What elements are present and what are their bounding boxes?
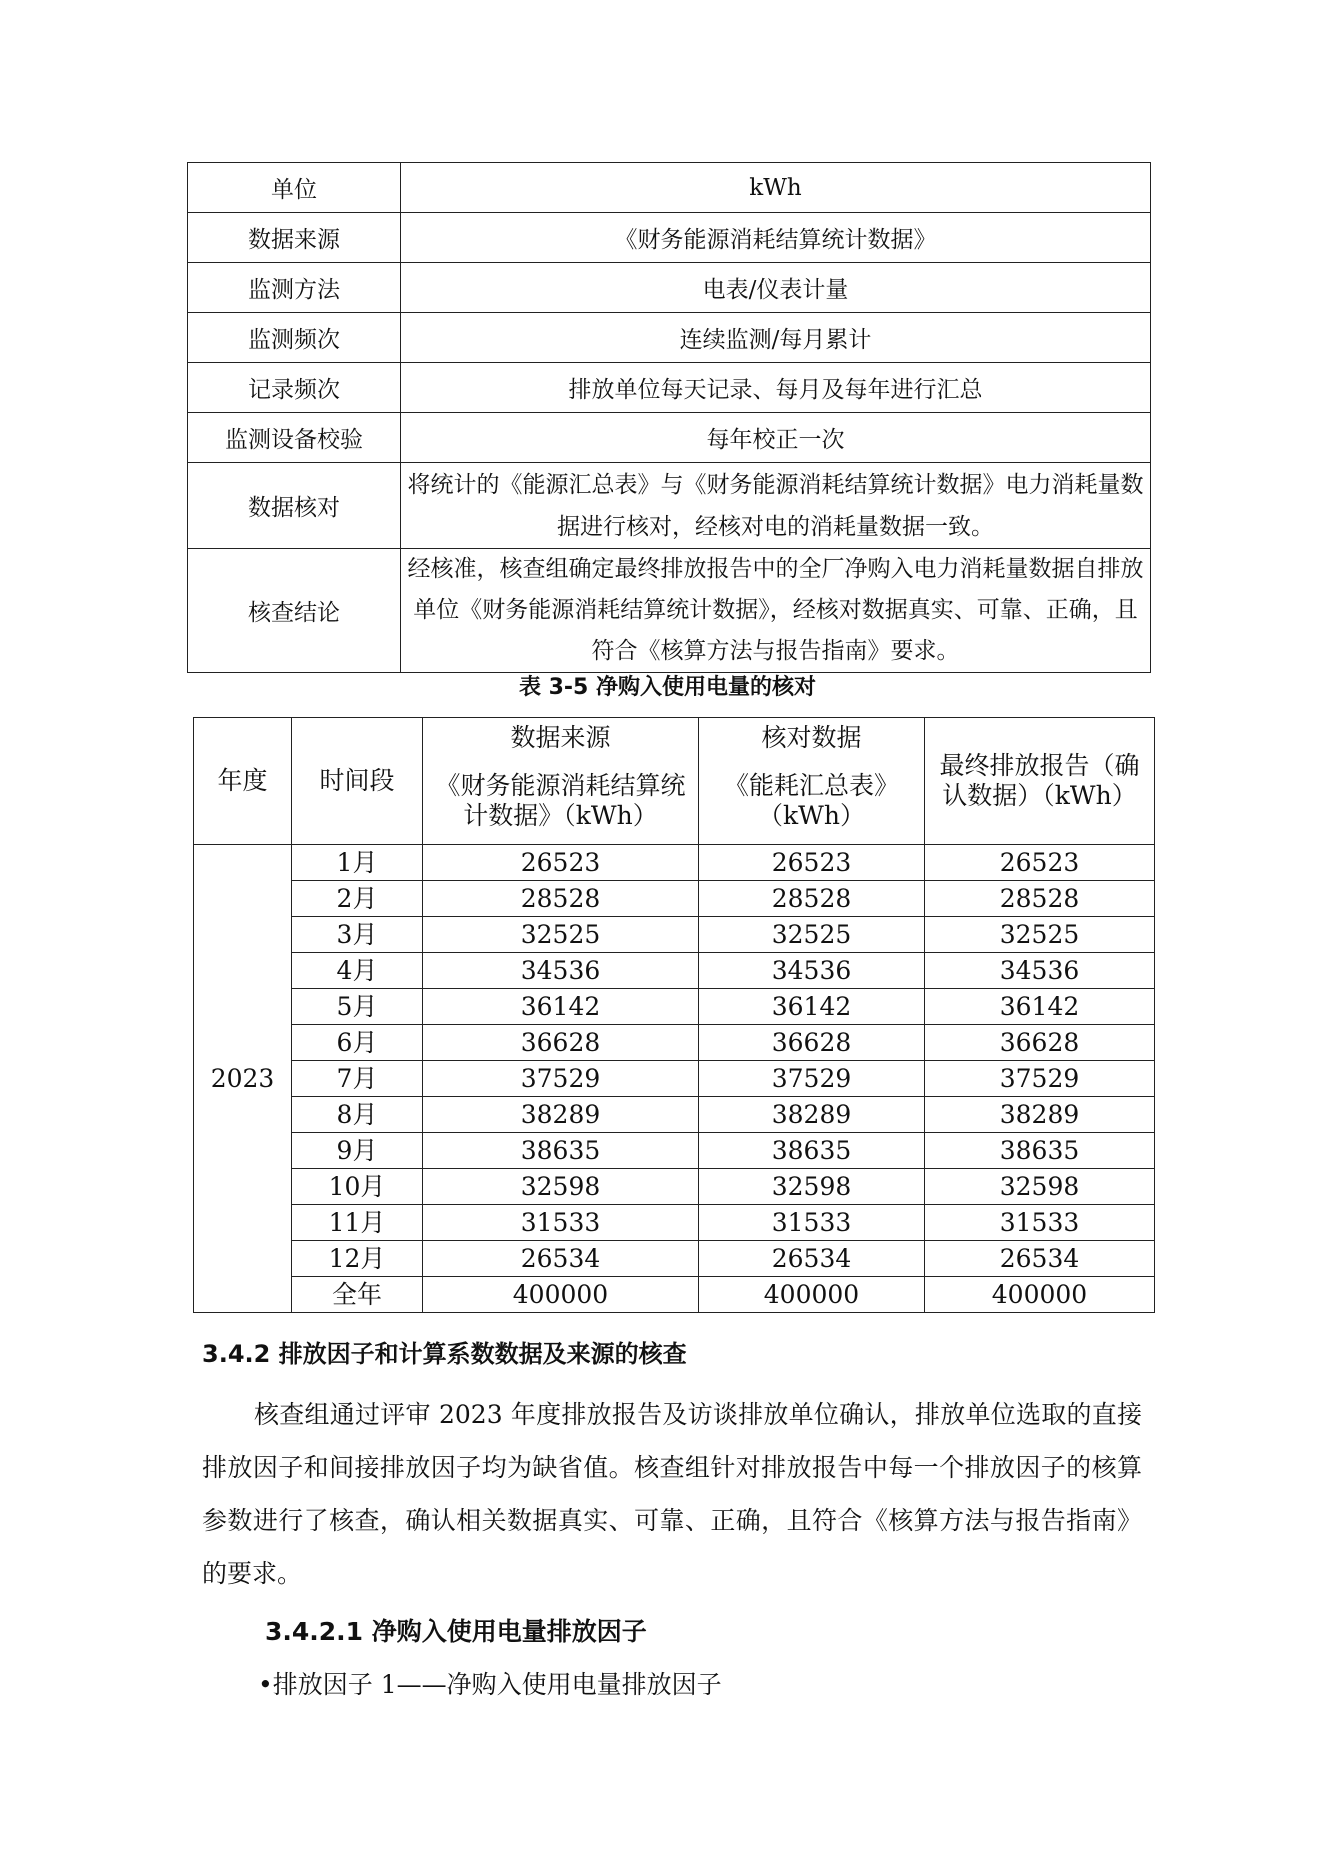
subsection-heading: 3.4.2.1 净购入使用电量排放因子 xyxy=(265,1617,647,1646)
check-cell: 36628 xyxy=(699,1025,925,1061)
table-row xyxy=(188,549,1151,673)
source-cell: 38289 xyxy=(423,1097,699,1133)
check-cell: 36142 xyxy=(699,989,925,1025)
table-row xyxy=(194,845,1155,881)
period-cell: 全年 xyxy=(292,1277,423,1313)
text-line: 将统计的《能源汇总表》与《财务能源消耗结算统计数据》电力消耗量数 xyxy=(407,471,1144,498)
period-cell: 10月 xyxy=(292,1169,423,1205)
header-source-sub: 《财务能源消耗结算统计数据》（kWh） xyxy=(423,758,699,845)
row-value: kWh xyxy=(401,163,1151,213)
source-cell: 37529 xyxy=(423,1061,699,1097)
row-key: 监测方法 xyxy=(188,263,401,313)
header-check: 核对数据 xyxy=(699,718,925,759)
table-row xyxy=(194,1277,1155,1313)
check-cell: 26534 xyxy=(699,1241,925,1277)
row-key: 单位 xyxy=(188,163,401,213)
table-row xyxy=(188,413,1151,463)
final-cell: 37529 xyxy=(925,1061,1155,1097)
period-cell: 2月 xyxy=(292,881,423,917)
period-cell: 1月 xyxy=(292,845,423,881)
table-row xyxy=(194,953,1155,989)
source-cell: 26534 xyxy=(423,1241,699,1277)
final-cell: 400000 xyxy=(925,1277,1155,1313)
source-cell: 38635 xyxy=(423,1133,699,1169)
text-line: 符合《核算方法与报告指南》要求。 xyxy=(591,638,960,664)
final-cell: 32525 xyxy=(925,917,1155,953)
row-key: 数据核对 xyxy=(188,463,401,549)
table-row xyxy=(194,881,1155,917)
source-cell: 34536 xyxy=(423,953,699,989)
row-value: 电表/仪表计量 xyxy=(401,263,1151,313)
final-cell: 36628 xyxy=(925,1025,1155,1061)
final-cell: 38635 xyxy=(925,1133,1155,1169)
final-cell: 38289 xyxy=(925,1097,1155,1133)
row-value: 《财务能源消耗结算统计数据》 xyxy=(401,213,1151,263)
header-year: 年度 xyxy=(194,718,292,845)
table-header-row xyxy=(194,718,1155,759)
table-row xyxy=(188,163,1151,213)
check-cell: 26523 xyxy=(699,845,925,881)
source-cell: 32525 xyxy=(423,917,699,953)
source-cell: 36628 xyxy=(423,1025,699,1061)
table-row xyxy=(194,1169,1155,1205)
bullet-item: •排放因子 1——净购入使用电量排放因子 xyxy=(258,1670,722,1699)
check-cell: 28528 xyxy=(699,881,925,917)
check-cell: 37529 xyxy=(699,1061,925,1097)
table-caption: 表 3-5 净购入使用电量的核对 xyxy=(518,675,817,700)
text-line: 据进行核对，经核对电的消耗量数据一致。 xyxy=(557,513,994,540)
header-source: 数据来源 xyxy=(423,718,699,759)
table-row xyxy=(194,917,1155,953)
table-row xyxy=(188,263,1151,313)
row-value: 连续监测/每月累计 xyxy=(401,313,1151,363)
table-row xyxy=(194,1241,1155,1277)
row-value xyxy=(401,463,1151,549)
verification-info-table xyxy=(187,162,1151,673)
source-cell: 32598 xyxy=(423,1169,699,1205)
final-cell: 31533 xyxy=(925,1205,1155,1241)
period-cell: 12月 xyxy=(292,1241,423,1277)
row-key: 核查结论 xyxy=(188,549,401,673)
row-key: 监测频次 xyxy=(188,313,401,363)
row-value xyxy=(401,549,1151,673)
header-period: 时间段 xyxy=(292,718,423,845)
section-heading: 3.4.2 排放因子和计算系数数据及来源的核查 xyxy=(202,1340,687,1368)
period-cell: 11月 xyxy=(292,1205,423,1241)
table-row xyxy=(188,313,1151,363)
period-cell: 7月 xyxy=(292,1061,423,1097)
row-key: 记录频次 xyxy=(188,363,401,413)
source-cell: 28528 xyxy=(423,881,699,917)
table-row xyxy=(194,1025,1155,1061)
year-cell: 2023 xyxy=(194,845,292,1313)
body-paragraph: 核查组通过评审 2023 年度排放报告及访谈排放单位确认，排放单位选取的直接排放因子和间接排放因子均为缺省值。核查组针对排放报告中每一个排放因子的核算参数进行了核查，确认相关数据真实、可靠、正确，且符合《核算方法与报告指南》的要求。 xyxy=(202,1400,1142,1588)
check-cell: 38635 xyxy=(699,1133,925,1169)
source-cell: 31533 xyxy=(423,1205,699,1241)
electricity-check-table xyxy=(193,717,1155,1313)
table-row xyxy=(194,1133,1155,1169)
table-row xyxy=(188,363,1151,413)
final-cell: 34536 xyxy=(925,953,1155,989)
check-cell: 32598 xyxy=(699,1169,925,1205)
final-cell: 26534 xyxy=(925,1241,1155,1277)
check-cell: 400000 xyxy=(699,1277,925,1313)
row-key: 监测设备校验 xyxy=(188,413,401,463)
period-cell: 3月 xyxy=(292,917,423,953)
check-cell: 38289 xyxy=(699,1097,925,1133)
period-cell: 8月 xyxy=(292,1097,423,1133)
text-line: 经核准，核查组确定最终排放报告中的全厂净购入电力消耗量数据自排放 xyxy=(407,556,1144,582)
final-cell: 32598 xyxy=(925,1169,1155,1205)
table-row xyxy=(194,1097,1155,1133)
table-row xyxy=(194,1205,1155,1241)
period-cell: 4月 xyxy=(292,953,423,989)
row-value: 排放单位每天记录、每月及每年进行汇总 xyxy=(401,363,1151,413)
table-row xyxy=(188,463,1151,549)
final-cell: 26523 xyxy=(925,845,1155,881)
header-final: 最终排放报告（确认数据）（kWh） xyxy=(925,718,1155,845)
source-cell: 36142 xyxy=(423,989,699,1025)
header-check-sub: 《能耗汇总表》（kWh） xyxy=(699,758,925,845)
table-row xyxy=(194,1061,1155,1097)
check-cell: 31533 xyxy=(699,1205,925,1241)
source-cell: 26523 xyxy=(423,845,699,881)
check-cell: 34536 xyxy=(699,953,925,989)
check-cell: 32525 xyxy=(699,917,925,953)
period-cell: 9月 xyxy=(292,1133,423,1169)
source-cell: 400000 xyxy=(423,1277,699,1313)
period-cell: 6月 xyxy=(292,1025,423,1061)
table-row xyxy=(188,213,1151,263)
table-row xyxy=(194,989,1155,1025)
row-key: 数据来源 xyxy=(188,213,401,263)
final-cell: 36142 xyxy=(925,989,1155,1025)
period-cell: 5月 xyxy=(292,989,423,1025)
text-line: 单位《财务能源消耗结算统计数据》，经核对数据真实、可靠、正确，且 xyxy=(413,597,1138,623)
final-cell: 28528 xyxy=(925,881,1155,917)
row-value: 每年校正一次 xyxy=(401,413,1151,463)
